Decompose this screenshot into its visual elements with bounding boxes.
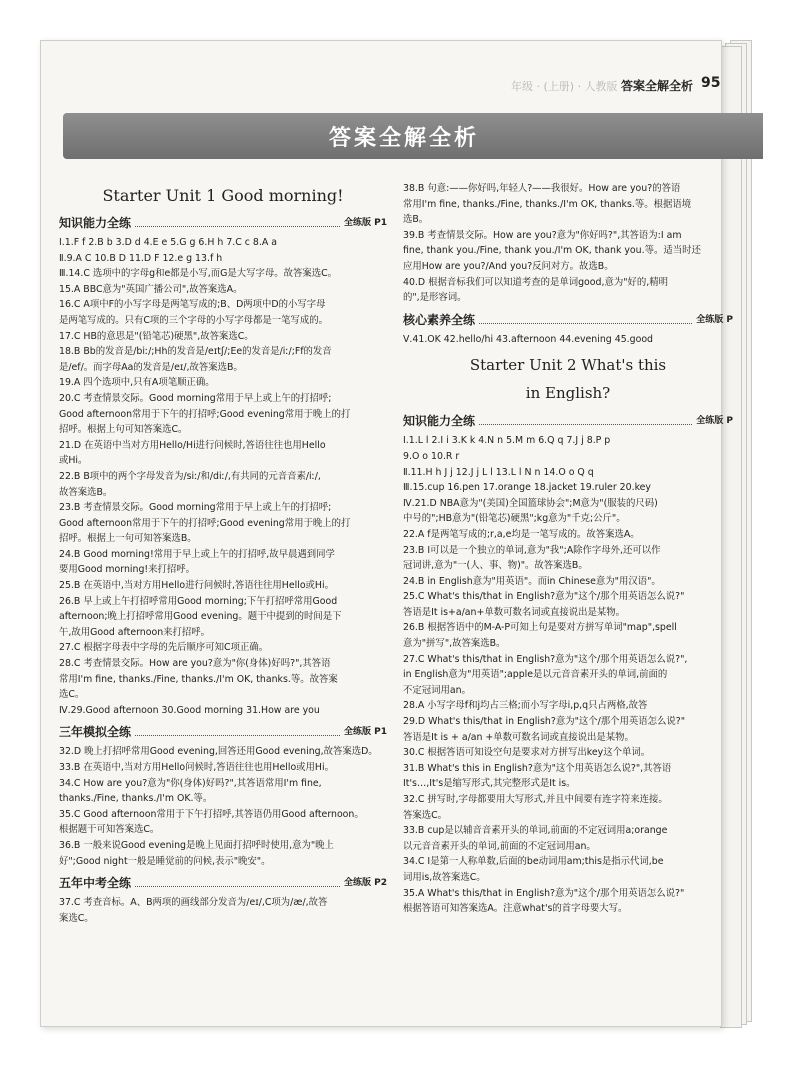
- answer-line: 19.A 四个选项中,只有A项笔顺正确。: [59, 377, 215, 389]
- answer-line: 27.C 根据字母表中字母的先后顺序可知C项正确。: [59, 642, 269, 654]
- answer-line: 26.B 早上或上午打招呼常用Good morning;下午打招呼常用Good: [59, 595, 338, 607]
- answer-line: It's…,It's是缩写形式,其完整形式是It is。: [403, 778, 576, 790]
- unit1-title: Starter Unit 1 Good morning!: [102, 186, 344, 205]
- answer-line: afternoon;晚上打招呼常用Good evening。题干中提到的时间是下: [59, 611, 342, 623]
- answer-line: Ⅳ.21.D NBA意为"(美国)全国篮球协会";M意为"(服装的尺码): [403, 497, 658, 509]
- answer-line: 16.C A项中F的小写字母是两笔写成的;B、D两项中D的小写字母: [59, 299, 326, 311]
- answer-line: 故答案选B。: [59, 486, 113, 498]
- answer-line: 37.C 考查音标。A、B两项的画线部分发音为/eɪ/,C项为/æ/,故答: [59, 897, 328, 909]
- answer-line: Ⅱ.9.A C 10.B D 11.D F 12.e g 13.f h: [59, 252, 223, 264]
- answer-list: [403, 433, 733, 916]
- answer-line: 案选C。: [59, 912, 94, 924]
- answer-line: 根据答语可知答案选A。注意what's的首字母要大写。: [403, 903, 628, 915]
- answer-line: 24.B Good morning!常用于早上或上午的打招呼,故早晨遇到同学: [59, 548, 335, 560]
- answer-line: 31.B What's this in English?意为"这个用英语怎么说?",其答语: [403, 762, 672, 774]
- answer-line: 38.B 句意:——你好吗,年轻人?——我很好。How are you?的答语: [403, 183, 681, 194]
- unit2-title-line2: in English?: [525, 384, 611, 403]
- dotted-leader: [135, 734, 340, 736]
- answer-line: Good afternoon常用于下午的打招呼;Good evening常用于晚上的打: [59, 517, 351, 529]
- answer-line: 20.C 考查情景交际。Good morning常用于早上或上午的打招呼;: [59, 392, 332, 404]
- section-title: 三年模拟全练: [59, 725, 132, 740]
- answer-line: 36.B 一般来说Good evening是晚上见面打招呼时使用,意为"晚上: [59, 839, 334, 851]
- answer-line: 中号的";HB意为"(铅笔芯)硬黑";kg意为"千克;公斤"。: [403, 513, 626, 525]
- answer-line: 15.A BBC意为"英国广播公司",故答案选A。: [59, 283, 243, 295]
- left-column: [59, 181, 387, 926]
- answer-line: 40.D 根据音标我们可以知道考查的是单词good,意为"好的,精明: [403, 276, 669, 288]
- section-header: [403, 413, 733, 429]
- answer-line: 词用is,故答案选C。: [403, 871, 486, 883]
- answer-line: Ⅲ.14.C 选项中的字母g和e都是小写,而G是大写字母。故答案选C。: [59, 268, 338, 280]
- answer-line: 22.A f是两笔写成的;r,a,e均是一笔写成的。故答案选A。: [403, 528, 640, 540]
- dotted-leader: [135, 885, 340, 887]
- answer-line: 选B。: [403, 214, 429, 226]
- answer-line: 22.B B项中的两个字母发音为/siː/和/diː/,有共同的元音音素/iː/,: [59, 470, 321, 482]
- answer-line: 34.C How are you?意为"你(身体)好吗?",其答语常用I'm fine,: [59, 777, 322, 789]
- banner-spacer: [403, 85, 733, 181]
- answer-line: 答语是It is+a/an+单数可数名词或直接说出是某物。: [403, 606, 625, 618]
- answer-line: 21.D 在英语中当对方用Hello/Hi进行问候时,答语往往也用Hello: [59, 439, 326, 451]
- answer-line: 17.C HB的意思是"(铅笔芯)硬黑",故答案选C。: [59, 330, 254, 342]
- answer-line: 招呼。根据上句可知答案选C。: [59, 424, 188, 436]
- answer-line: 35.A What's this/that in English?意为"这个/那个用英语怎么说?": [403, 887, 685, 899]
- answer-line: Ⅱ.11.H h J j 12.J j L l 13.L l N n 14.O o Q q: [403, 466, 594, 478]
- answer-line: 要用Good morning!来打招呼。: [59, 564, 196, 576]
- answer-line: 意为"拼写",故答案选B。: [403, 638, 506, 650]
- answer-line: 的",是形容词。: [403, 292, 467, 304]
- dotted-leader: [135, 225, 340, 227]
- answer-line: 35.C Good afternoon常用于下午打招呼,其答语仍用Good afternoon。: [59, 808, 364, 820]
- answer-line: Ⅲ.15.cup 16.pen 17.orange 18.jacket 19.ruler 20.key: [403, 482, 651, 494]
- answer-line: 24.B in English意为"用英语"。而in Chinese意为"用汉语"。: [403, 575, 661, 587]
- header-title: 答案全解全析: [621, 79, 694, 93]
- header-faded-text: 年级 · (上册) · 人教版: [511, 80, 618, 93]
- answer-line: 27.C What's this/that in English?意为"这个/那个用英语怎么说?",: [403, 653, 688, 665]
- answer-line: 23.B 考查情景交际。Good morning常用于早上或上午的打招呼;: [59, 502, 332, 514]
- section-header: [59, 215, 387, 231]
- section-tag: 全练版 P1: [344, 727, 387, 738]
- answer-line: 答语是It is + a/an +单数可数名词或直接说出是某物。: [403, 731, 634, 743]
- answer-line: 32.D 晚上打招呼常用Good evening,回答还用Good evening,故答案选D。: [59, 746, 378, 758]
- answer-line: 选C。: [59, 689, 85, 701]
- answer-line: thanks./Fine, thanks./I'm OK.等。: [59, 793, 213, 805]
- unit2-title: [403, 351, 733, 407]
- section-tag: 全练版 P1: [344, 218, 387, 228]
- section-tag: 全练版 P: [696, 416, 733, 427]
- answer-line: 33.B 在英语中,当对方用Hello问候时,答语往往也用Hello或用Hi。: [59, 762, 334, 773]
- answer-line: 25.C What's this/that in English?意为"这个/那个用英语怎么说?": [403, 591, 685, 603]
- section-title: 知识能力全练: [403, 414, 476, 429]
- answer-list: [59, 744, 387, 869]
- section-title: 知识能力全练: [59, 216, 132, 230]
- answer-list: [403, 332, 733, 348]
- book-page: [40, 40, 733, 1027]
- dotted-leader: [479, 423, 692, 425]
- answer-line: 好";Good night一般是睡觉前的问候,表示"晚安"。: [59, 855, 271, 867]
- answer-line: 29.D What's this/that in English?意为"这个/那个用英语怎么说?": [403, 716, 686, 728]
- answer-line: 28.A 小写字母f和j均占三格;而小写字母i,p,q只占两格,故答: [403, 700, 648, 712]
- section-header: [59, 724, 387, 740]
- answer-line: 冠词讲,意为"一(人、事、物)"。故答案选B。: [403, 560, 588, 572]
- answer-line: 不定冠词用an。: [403, 684, 471, 696]
- dotted-leader: [479, 322, 692, 324]
- answer-line: 33.B cup是以辅音音素开头的单词,前面的不定冠词用a;orange: [403, 825, 668, 837]
- answer-line: 应用How are you?/And you?反问对方。故选B。: [403, 260, 614, 272]
- answer-line: 28.C 考查情景交际。How are you?意为"你(身体)好吗?",其答语: [59, 658, 331, 670]
- answer-list: [59, 235, 387, 718]
- answer-line: 午,故用Good afternoon来打招呼。: [59, 626, 211, 638]
- section-header: [403, 312, 733, 328]
- right-column-content: [403, 181, 733, 917]
- section-tag: 全练版 P2: [344, 878, 387, 889]
- answer-line: 30.C 根据答语可知设空句是要求对方拼写出key这个单词。: [403, 747, 651, 759]
- banner-title: 答案全解全析: [329, 126, 480, 151]
- answer-line: 招呼。根据上一句可知答案选B。: [59, 533, 197, 545]
- answer-line: 9.O o 10.R r: [403, 450, 460, 462]
- answer-line: 以元音音素开头的单词,前面的不定冠词用an。: [403, 840, 596, 852]
- section-header: [59, 875, 387, 891]
- answer-line: in English意为"用英语";apple是以元音音素开头的单词,前面的: [403, 669, 668, 681]
- answer-line: 是/ef/。而字母Aa的发音是/eɪ/,故答案选B。: [59, 361, 243, 373]
- answer-line: Ⅰ.1.F f 2.B b 3.D d 4.E e 5.G g 6.H h 7.C c 8.A a: [59, 237, 278, 248]
- answer-line: Good afternoon常用于下午的打招呼;Good evening常用于晚上的打: [59, 408, 351, 420]
- answer-line: 答案选C。: [403, 809, 448, 821]
- answer-line: 26.B 根据答语中的M-A-P可知上句是要对方拼写单词"map",spell: [403, 622, 677, 634]
- section-title: 核心素养全练: [403, 312, 476, 327]
- answer-line: 或Hi。: [59, 455, 88, 467]
- page-number: 95: [701, 75, 721, 91]
- answer-line: 是两笔写成的。只有C项的三个字母的小写字母都是一笔写成的。: [59, 314, 329, 326]
- answer-list: [403, 181, 733, 306]
- unit2-title-line1: Starter Unit 2 What's this: [469, 356, 667, 375]
- section-title: 五年中考全练: [59, 876, 132, 891]
- answer-line: 常用I'm fine, thanks./Fine, thanks./I'm OK, thanks.等。根据语境: [403, 198, 692, 210]
- section-tag: 全练版 P: [696, 314, 733, 325]
- answer-line: 常用I'm fine, thanks./Fine, thanks./I'm OK, thanks.等。故答案: [59, 673, 338, 685]
- answer-line: 34.C I是第一人称单数,后面的be动词用am;this是指示代词,be: [403, 856, 664, 868]
- answer-list: [59, 895, 387, 926]
- answer-line: Ⅳ.29.Good afternoon 30.Good morning 31.How are you: [59, 704, 320, 716]
- answer-line: Ⅴ.41.OK 42.hello/hi 43.afternoon 44.evening 45.good: [403, 333, 654, 345]
- answer-line: 39.B 考查情景交际。How are you?意为"你好吗?",其答语为:I am: [403, 229, 682, 241]
- answer-line: 25.B 在英语中,当对方用Hello进行问候时,答语往往用Hello或Hi。: [59, 580, 334, 592]
- right-column: [403, 85, 733, 181]
- answer-line: Ⅰ.1.L l 2.I i 3.K k 4.N n 5.M m 6.Q q 7.J j 8.P p: [403, 435, 611, 447]
- answer-line: fine, thank you./Fine, thank you./I'm OK, thank you.等。适当时还: [403, 245, 701, 257]
- answer-line: 23.B I可以是一个独立的单词,意为"我";A除作字母外,还可以作: [403, 544, 661, 556]
- answer-line: 32.C 拼写时,字母都要用大写形式,并且中间要有连字符来连接。: [403, 794, 668, 805]
- answer-line: 18.B Bb的发音是/biː/;Hh的发音是/eɪtʃ/;Ee的发音是/iː/;Ff的发音: [59, 346, 332, 358]
- answer-line: 根据题干可知答案选C。: [59, 824, 160, 836]
